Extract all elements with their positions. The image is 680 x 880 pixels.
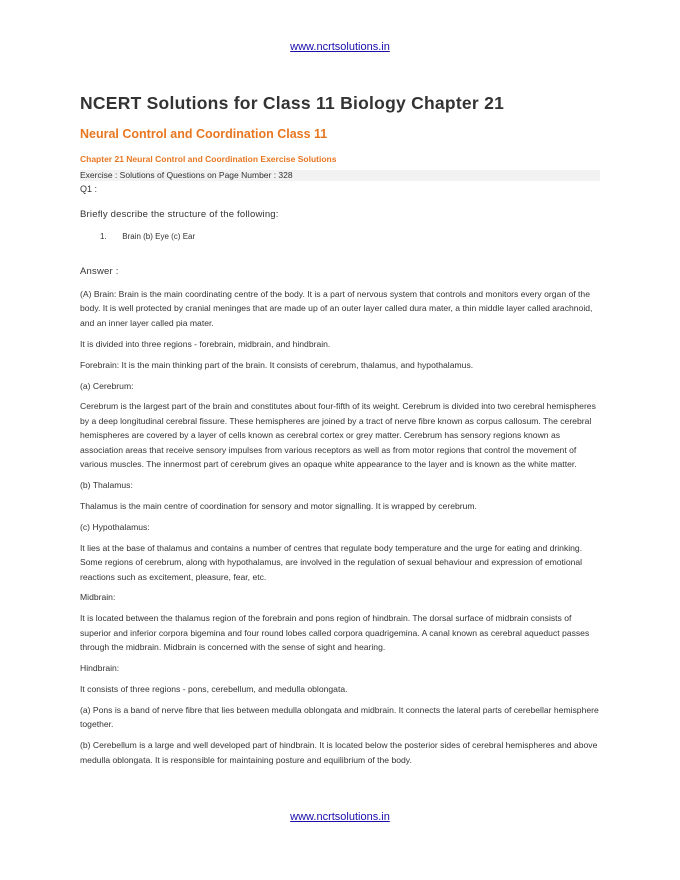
answer-paragraph: Midbrain: <box>80 592 116 603</box>
page-content <box>80 92 600 773</box>
answer-paragraph: Cerebrum is the largest part of the brain and constitutes about four-fifth of its weight. Cerebrum is divided into two cerebral hemispheres by a deep longitudinal cerebral fissure. These hemispheres are joined by a tract of nerve fibre known as corpus callosum. The cerebral hemispheres are covered by a layer of cells known as cerebral cortex or grey matter. Cerebrum has sensory regions known as association areas that receive sensory impulses from various receptors as well as from motor regions that control the movement of various muscles. The innermost part of cerebrum gives an opaque white appearance to the layer and is known as the white matter. <box>80 401 596 470</box>
question-list <box>80 231 600 242</box>
answer-paragraph: Hindbrain: <box>80 663 120 674</box>
question-text: Briefly describe the structure of the following: <box>80 209 279 220</box>
footer-site-link[interactable]: www.ncrtsolutions.in <box>290 811 390 823</box>
exercise-banner: Exercise : Solutions of Questions on Page Number : 328 <box>80 170 600 181</box>
answer-label: Answer : <box>80 266 119 277</box>
answer-paragraph: (A) Brain: Brain is the main coordinating centre of the body. It is a part of nervous system that controls and monitors every organ of the body. It is well protected by cranial meninges that are made up of an outer layer called dura mater, a thin middle layer called arachnoid, and an inner layer called pia mater. <box>80 289 593 328</box>
answer-paragraph: It lies at the base of thalamus and contains a number of centres that regulate body temperature and the urge for eating and drinking. Some regions of cerebrum, along with hypothalamus, are involved in the regulation of sexual behaviour and expression of emotional reactions such as excitement, pleasure, fear, etc. <box>80 542 583 582</box>
question-label: Q1 : <box>80 184 98 194</box>
list-item-text: Brain (b) Eye (c) Ear <box>122 232 196 241</box>
answer-paragraph: Forebrain: It is the main thinking part of the brain. It consists of cerebrum, thalamus, and hypothalamus. <box>80 359 474 370</box>
answer-paragraph: It is located between the thalamus region of the forebrain and pons region of hindbrain. The dorsal surface of midbrain consists of superior and inferior corpora bigemina and four round lobes called corpora quadrigemina. A canal known as cerebral aqueduct passes through the midbrain. Midbrain is concerned with the sense of sight and hearing. <box>80 613 590 653</box>
answer-paragraph: (a) Cerebrum: <box>80 380 134 391</box>
answer-paragraph: (b) Cerebellum is a large and well developed part of hindbrain. It is located below the posterior sides of cerebral hemispheres and above medulla oblongata. It is responsible for maintaining posture and equilibrium of the body. <box>80 740 598 765</box>
answer-body <box>80 287 600 767</box>
header-site-link[interactable]: www.ncrtsolutions.in <box>290 41 390 53</box>
list-item-number: 1. <box>100 232 107 241</box>
answer-paragraph: Thalamus is the main centre of coordination for sensory and motor signalling. It is wrapped by cerebrum. <box>80 500 477 511</box>
answer-paragraph: It consists of three regions - pons, cerebellum, and medulla oblongata. <box>80 683 348 694</box>
question-list-item <box>100 231 600 242</box>
chapter-subtitle: Neural Control and Coordination Class 11 <box>80 127 328 141</box>
answer-paragraph: (b) Thalamus: <box>80 479 133 490</box>
answer-paragraph: It is divided into three regions - forebrain, midbrain, and hindbrain. <box>80 338 331 349</box>
answer-paragraph: (c) Hypothalamus: <box>80 521 150 532</box>
section-heading: Chapter 21 Neural Control and Coordination Exercise Solutions <box>80 154 337 164</box>
answer-paragraph: (a) Pons is a band of nerve fibre that lies between medulla oblongata and midbrain. It connects the lateral parts of cerebellar hemisphere together. <box>80 704 599 730</box>
page-title: NCERT Solutions for Class 11 Biology Chapter 21 <box>80 93 505 113</box>
